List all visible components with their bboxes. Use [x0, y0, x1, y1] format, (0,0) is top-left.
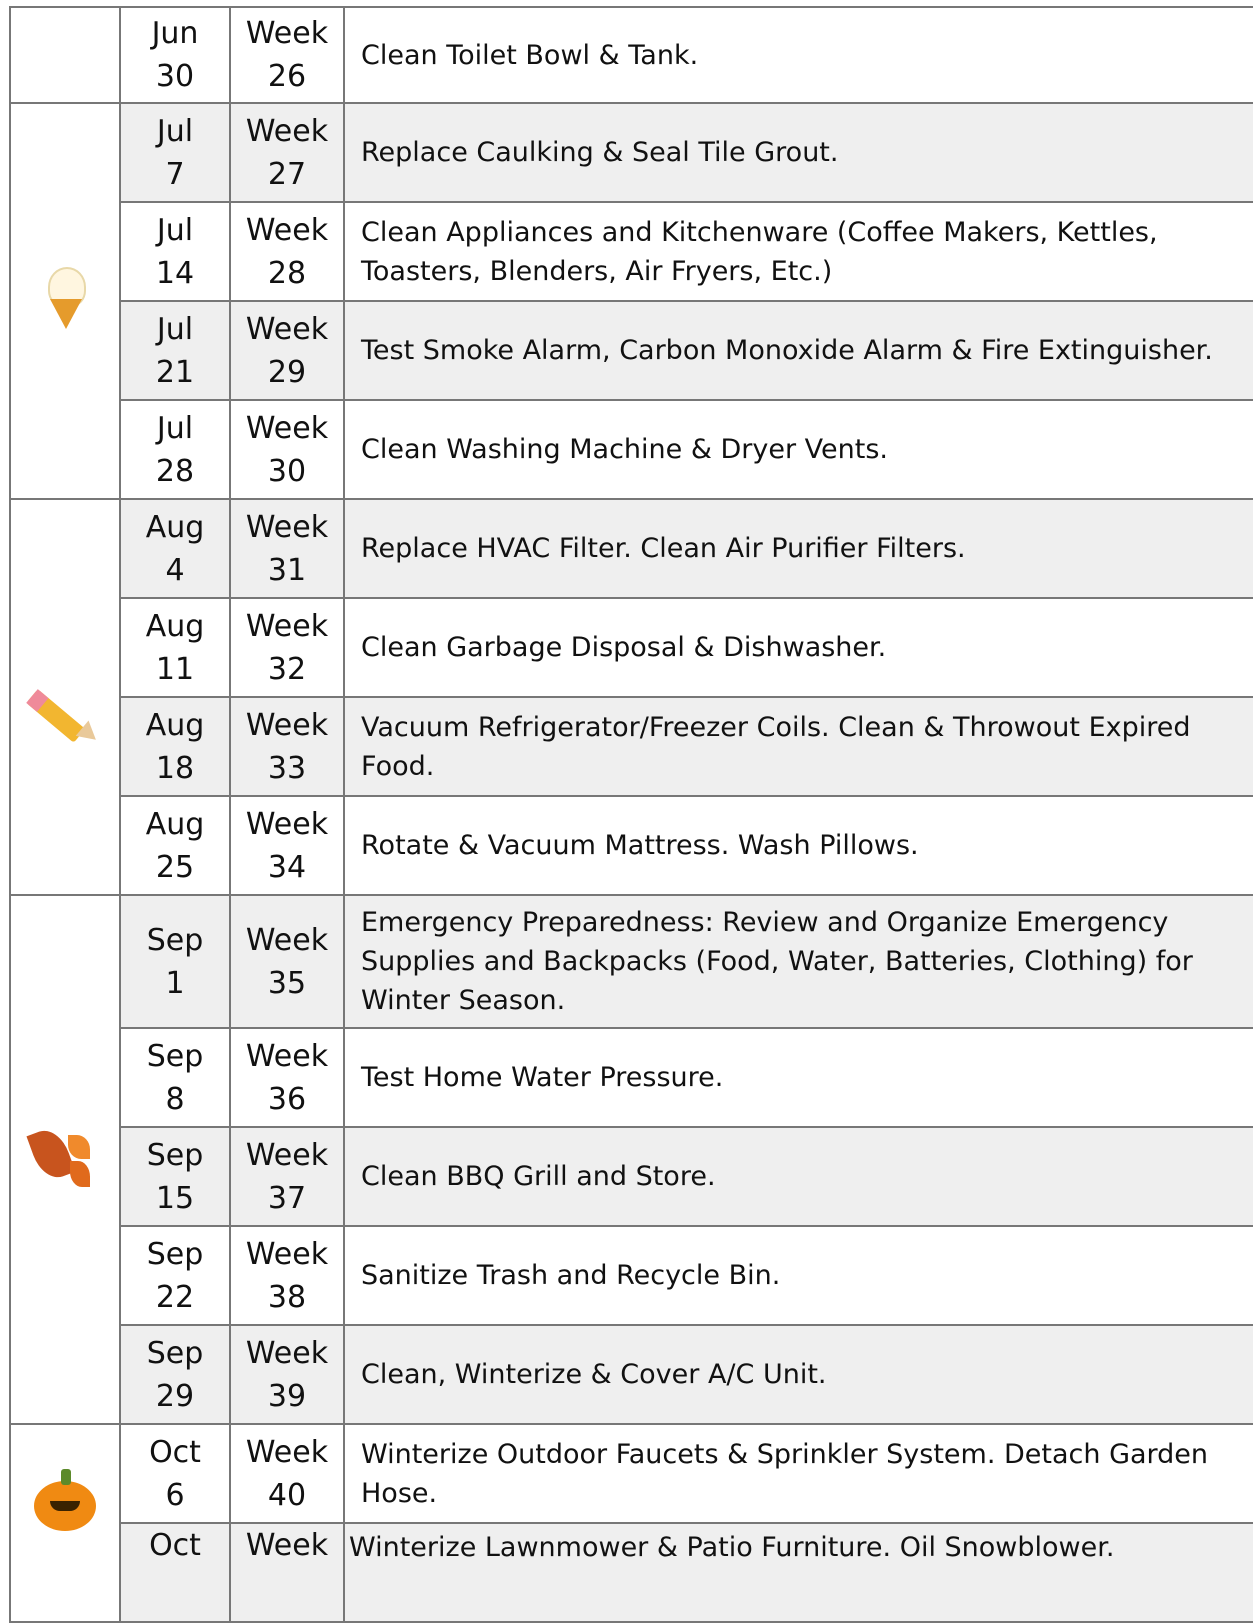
week-label: Week — [245, 113, 329, 149]
week-number: 26 — [267, 59, 307, 94]
date-cell — [120, 1127, 230, 1226]
date-month: Jul — [156, 311, 194, 347]
week-label: Week — [245, 1236, 329, 1272]
week-cell — [230, 103, 344, 202]
jack-o-lantern-icon — [34, 1467, 96, 1531]
date-month: Sep — [146, 1137, 204, 1173]
date-month: Aug — [145, 509, 205, 545]
task-cell: Sanitize Trash and Recycle Bin. — [344, 1226, 1253, 1325]
week-label: Week — [245, 1528, 329, 1563]
date-day: 6 — [165, 1477, 185, 1513]
table-row — [10, 499, 1253, 598]
task-cell: Test Home Water Pressure. — [344, 1028, 1253, 1127]
date-day: 15 — [155, 1180, 195, 1216]
table-row — [10, 1226, 1253, 1325]
week-number: 40 — [267, 1477, 307, 1513]
week-number: 30 — [267, 453, 307, 489]
task-cell: Emergency Preparedness: Review and Organize Emergency Supplies and Backpacks (Food, Water, Batteries, Clothing) for Winter Season. — [344, 895, 1253, 1028]
week-number: 33 — [267, 750, 307, 786]
task-cell: Vacuum Refrigerator/Freezer Coils. Clean & Throwout Expired Food. — [344, 697, 1253, 796]
date-month: Jul — [156, 410, 194, 446]
week-cell — [230, 301, 344, 400]
task-cell: Test Smoke Alarm, Carbon Monoxide Alarm & Fire Extinguisher. — [344, 301, 1253, 400]
task-cell: Clean Toilet Bowl & Tank. — [344, 7, 1253, 103]
week-label: Week — [245, 311, 329, 347]
date-month: Jun — [151, 16, 199, 51]
date-month: Oct — [149, 1434, 201, 1470]
week-number: 29 — [267, 354, 307, 390]
task-cell: Clean Washing Machine & Dryer Vents. — [344, 400, 1253, 499]
date-day: 18 — [155, 750, 195, 786]
date-month: Sep — [146, 922, 204, 958]
task-cell: Replace HVAC Filter. Clean Air Purifier Filters. — [344, 499, 1253, 598]
week-label: Week — [245, 806, 329, 842]
date-cell — [120, 7, 230, 103]
table-row — [10, 598, 1253, 697]
date-month: Aug — [145, 707, 205, 743]
date-cell — [120, 1424, 230, 1523]
date-day: 1 — [165, 965, 185, 1001]
week-cell — [230, 1028, 344, 1127]
week-cell — [230, 400, 344, 499]
date-day: 8 — [165, 1081, 185, 1117]
date-cell — [120, 202, 230, 301]
week-cell — [230, 1325, 344, 1424]
date-cell — [120, 895, 230, 1028]
month-cell-july — [10, 103, 120, 499]
date-cell — [120, 103, 230, 202]
week-label: Week — [245, 922, 329, 958]
date-cell — [120, 796, 230, 895]
week-cell — [230, 697, 344, 796]
week-label: Week — [245, 212, 329, 248]
table-row — [10, 7, 1253, 103]
week-number: 35 — [267, 965, 307, 1001]
week-label: Week — [245, 1335, 329, 1371]
task-cell: Replace Caulking & Seal Tile Grout. — [344, 103, 1253, 202]
month-cell-september — [10, 895, 120, 1424]
month-cell-june — [10, 7, 120, 103]
task-cell: Clean Garbage Disposal & Dishwasher. — [344, 598, 1253, 697]
date-month: Aug — [145, 608, 205, 644]
date-day: 21 — [155, 354, 195, 390]
date-month: Jul — [156, 113, 194, 149]
week-cell — [230, 1523, 344, 1622]
week-number: 27 — [267, 156, 307, 192]
week-cell — [230, 1424, 344, 1523]
date-cell — [120, 1523, 230, 1622]
task-cell: Clean BBQ Grill and Store. — [344, 1127, 1253, 1226]
pencil-icon — [32, 662, 98, 728]
week-cell — [230, 499, 344, 598]
date-cell — [120, 1226, 230, 1325]
week-number: 31 — [267, 552, 307, 588]
table-row — [10, 202, 1253, 301]
date-cell — [120, 598, 230, 697]
date-month: Sep — [146, 1038, 204, 1074]
month-cell-august — [10, 499, 120, 895]
week-label: Week — [245, 16, 329, 51]
week-cell — [230, 202, 344, 301]
task-cell: Clean Appliances and Kitchenware (Coffee Makers, Kettles, Toasters, Blenders, Air Fryers, Etc.) — [344, 202, 1253, 301]
date-cell — [120, 301, 230, 400]
date-day: 14 — [155, 255, 195, 291]
date-day: 25 — [155, 849, 195, 885]
table-row — [10, 796, 1253, 895]
week-label: Week — [245, 1434, 329, 1470]
date-day: 29 — [155, 1378, 195, 1414]
table-row — [10, 301, 1253, 400]
week-cell — [230, 895, 344, 1028]
week-label: Week — [245, 1038, 329, 1074]
week-cell — [230, 1226, 344, 1325]
date-cell — [120, 1028, 230, 1127]
date-day: 30 — [155, 59, 195, 94]
table-row — [10, 1523, 1253, 1622]
date-month: Oct — [149, 1528, 201, 1563]
week-number: 32 — [267, 651, 307, 687]
week-label: Week — [245, 509, 329, 545]
table-row — [10, 400, 1253, 499]
date-day: 7 — [165, 156, 185, 192]
week-label: Week — [245, 410, 329, 446]
table-row — [10, 697, 1253, 796]
week-cell — [230, 7, 344, 103]
date-month: Aug — [145, 806, 205, 842]
week-number: 34 — [267, 849, 307, 885]
maintenance-schedule-table — [9, 6, 1253, 1623]
date-cell — [120, 1325, 230, 1424]
table-row — [10, 1028, 1253, 1127]
task-cell: Winterize Lawnmower & Patio Furniture. Oil Snowblower. — [344, 1523, 1253, 1622]
date-day: 11 — [155, 651, 195, 687]
month-cell-october — [10, 1424, 120, 1622]
table-row — [10, 1127, 1253, 1226]
week-number: 36 — [267, 1081, 307, 1117]
week-number: 37 — [267, 1180, 307, 1216]
task-cell: Winterize Outdoor Faucets & Sprinkler System. Detach Garden Hose. — [344, 1424, 1253, 1523]
week-cell — [230, 796, 344, 895]
week-number: 38 — [267, 1279, 307, 1315]
date-month: Jul — [156, 212, 194, 248]
ice-cream-icon — [42, 267, 88, 331]
week-number: 28 — [267, 255, 307, 291]
date-day: 28 — [155, 453, 195, 489]
date-cell — [120, 499, 230, 598]
week-label: Week — [245, 608, 329, 644]
task-cell: Rotate & Vacuum Mattress. Wash Pillows. — [344, 796, 1253, 895]
date-cell — [120, 400, 230, 499]
table-row — [10, 895, 1253, 1028]
task-cell: Clean, Winterize & Cover A/C Unit. — [344, 1325, 1253, 1424]
week-cell — [230, 1127, 344, 1226]
table-row — [10, 1325, 1253, 1424]
week-cell — [230, 598, 344, 697]
week-number: 39 — [267, 1378, 307, 1414]
table-row — [10, 1424, 1253, 1523]
date-day: 4 — [165, 552, 185, 588]
week-label: Week — [245, 707, 329, 743]
table-row — [10, 103, 1253, 202]
autumn-leaves-icon — [32, 1125, 98, 1191]
date-month: Sep — [146, 1236, 204, 1272]
week-label: Week — [245, 1137, 329, 1173]
date-day: 22 — [155, 1279, 195, 1315]
date-month: Sep — [146, 1335, 204, 1371]
date-cell — [120, 697, 230, 796]
